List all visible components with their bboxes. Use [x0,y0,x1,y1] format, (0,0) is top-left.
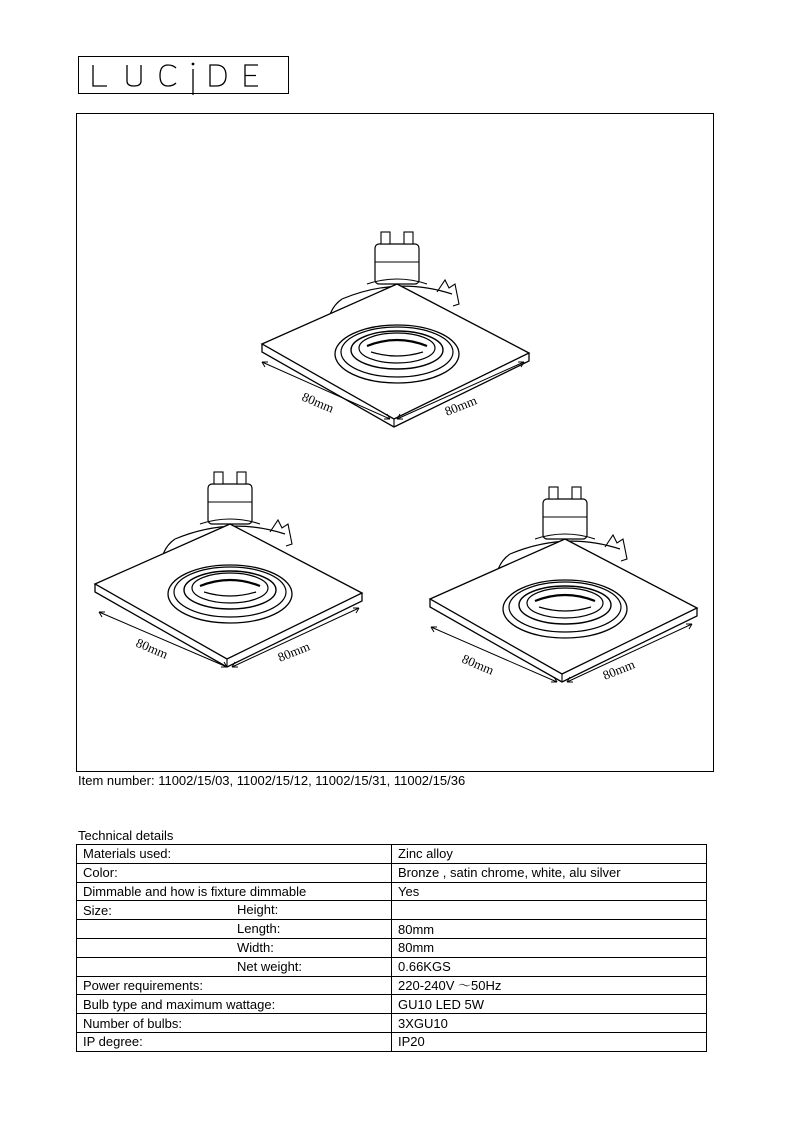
spec-label: Net weight: [77,957,392,976]
dim-label-right-left: 80mm [459,650,497,678]
lucide-logo-graphic [79,57,290,95]
table-row [77,995,707,1014]
spec-value: 0.66KGS [392,957,707,976]
spec-value: IP20 [392,1032,707,1051]
spec-label: Materials used: [77,845,392,864]
table-row [77,863,707,882]
dim-label-right-right: 80mm [600,656,637,683]
technical-details-table [76,844,707,1052]
spec-value: Zinc alloy [392,845,707,864]
brand-logo [78,56,289,94]
spec-label: Size: Height: [77,901,392,920]
table-row [77,957,707,976]
spec-value: 80mm [392,938,707,957]
spec-label: Number of bulbs: [77,1014,392,1033]
spec-label: Width: [77,938,392,957]
spec-value: Bronze , satin chrome, white, alu silver [392,863,707,882]
table-row [77,882,707,901]
spec-label: Bulb type and maximum wattage: [77,995,392,1014]
spec-label: IP degree: [77,1032,392,1051]
spec-value: GU10 LED 5W [392,995,707,1014]
dim-label-left-right: 80mm [275,638,312,665]
item-number: Item number: 11002/15/03, 11002/15/12, 11002/15/31, 11002/15/36 [78,773,466,788]
spec-label: Dimmable and how is fixture dimmable [77,882,392,901]
table-row [77,920,707,939]
table-row [77,1032,707,1051]
spec-value: Yes [392,882,707,901]
spec-value: 220-240V ～50Hz [392,976,707,995]
dim-label-left-left: 80mm [133,634,171,662]
dim-label-top-right: 80mm [442,392,479,419]
technical-details-title: Technical details [78,828,174,843]
spec-value: 80mm [392,920,707,939]
fixture-left-drawing [95,472,362,667]
table-row [77,976,707,995]
table-row [77,938,707,957]
table-row [77,845,707,864]
table-row [77,901,707,920]
technical-drawing-frame [76,113,714,772]
spec-value: 3XGU10 [392,1014,707,1033]
spec-label: Power requirements: [77,976,392,995]
dim-label-top-left: 80mm [299,388,337,416]
spec-label: Color: [77,863,392,882]
spec-value [392,901,707,920]
table-row [77,1014,707,1033]
spotlight-drawings [77,114,715,773]
spec-label: Length: [77,920,392,939]
